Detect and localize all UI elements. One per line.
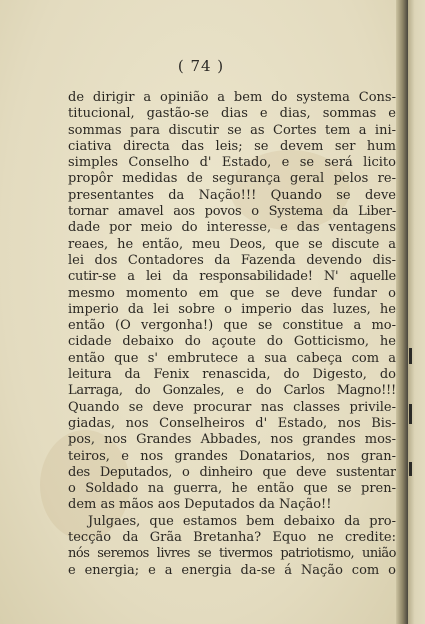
text-line: tornar amavel aos povos o Systema da Liber-	[68, 204, 396, 220]
text-line: titucional, gastão-se dias e dias, sommas e	[68, 106, 396, 122]
text-line: cidade debaixo do açoute do Gotticismo, he	[68, 334, 396, 350]
next-page-edge	[408, 0, 425, 624]
text-line: Julgaes, que estamos bem debaixo da pro-	[88, 513, 396, 529]
text-line: dem as mãos aos Deputados da Nação!!	[68, 497, 332, 513]
text-line: lei dos Contadores da Fazenda devendo dis-	[68, 252, 396, 268]
text-line: propôr medidas de segurança geral pelos re-	[68, 171, 396, 187]
page-number: ( 74 )	[177, 57, 225, 75]
text-line: e energia; e a energia da-se á Nação com o	[68, 562, 396, 578]
edge-mark	[409, 348, 412, 364]
text-line: cutir-se a lei da responsabilidade! N' aquelle	[68, 269, 396, 285]
edge-mark	[409, 462, 412, 476]
text-line: mesmo momento em que se deve fundar o	[68, 285, 396, 301]
text-line: teiros, e nos grandes Donatarios, nos gran-	[68, 448, 396, 464]
text-line: o Soldado na guerra, he então que se pren-	[68, 481, 396, 497]
text-line: presentantes da Nação!!! Quando se deve	[68, 187, 396, 203]
text-line: des Deputados, o dinheiro que deve sustentar	[68, 464, 396, 480]
text-line: ciativa directa das leis; se devem ser hum	[68, 138, 396, 154]
text-line: Quando se deve procurar nas classes privile-	[68, 399, 396, 415]
edge-mark	[409, 404, 412, 424]
text-line: reaes, he então, meu Deos, que se discute a	[68, 236, 396, 252]
text-line: imperio da lei sobre o imperio das luzes, he	[68, 301, 396, 317]
text-line: Larraga, do Gonzales, e do Carlos Magno!!!	[68, 383, 396, 399]
text-line: então (O vergonha!) que se constitue a mo-	[68, 318, 396, 334]
text-line: dade por meio do interesse, e das ventagens	[68, 220, 396, 236]
text-line: simples Conselho d' Estado, e se será licito	[68, 155, 396, 171]
text-line: de dirigir a opinião a bem do systema Cons-	[68, 90, 396, 105]
text-line: pos, nos Grandes Abbades, nos grandes mos-	[68, 432, 396, 448]
text-line: giadas, nos Conselheiros d' Estado, nos Bis-	[68, 415, 396, 431]
text-line: então que s' embrutece a sua cabeça com a	[68, 350, 396, 366]
body-text	[68, 90, 396, 579]
text-line: nós seremos livres se tivermos patriotismo, união	[68, 546, 396, 562]
text-line: sommas para discutir se as Cortes tem a ini-	[68, 122, 396, 138]
book-gutter	[396, 0, 408, 624]
text-line: leitura da Fenix renascida, do Digesto, do	[68, 367, 396, 383]
text-line: tecção da Grãa Bretanha? Equo ne credite:	[68, 530, 396, 546]
